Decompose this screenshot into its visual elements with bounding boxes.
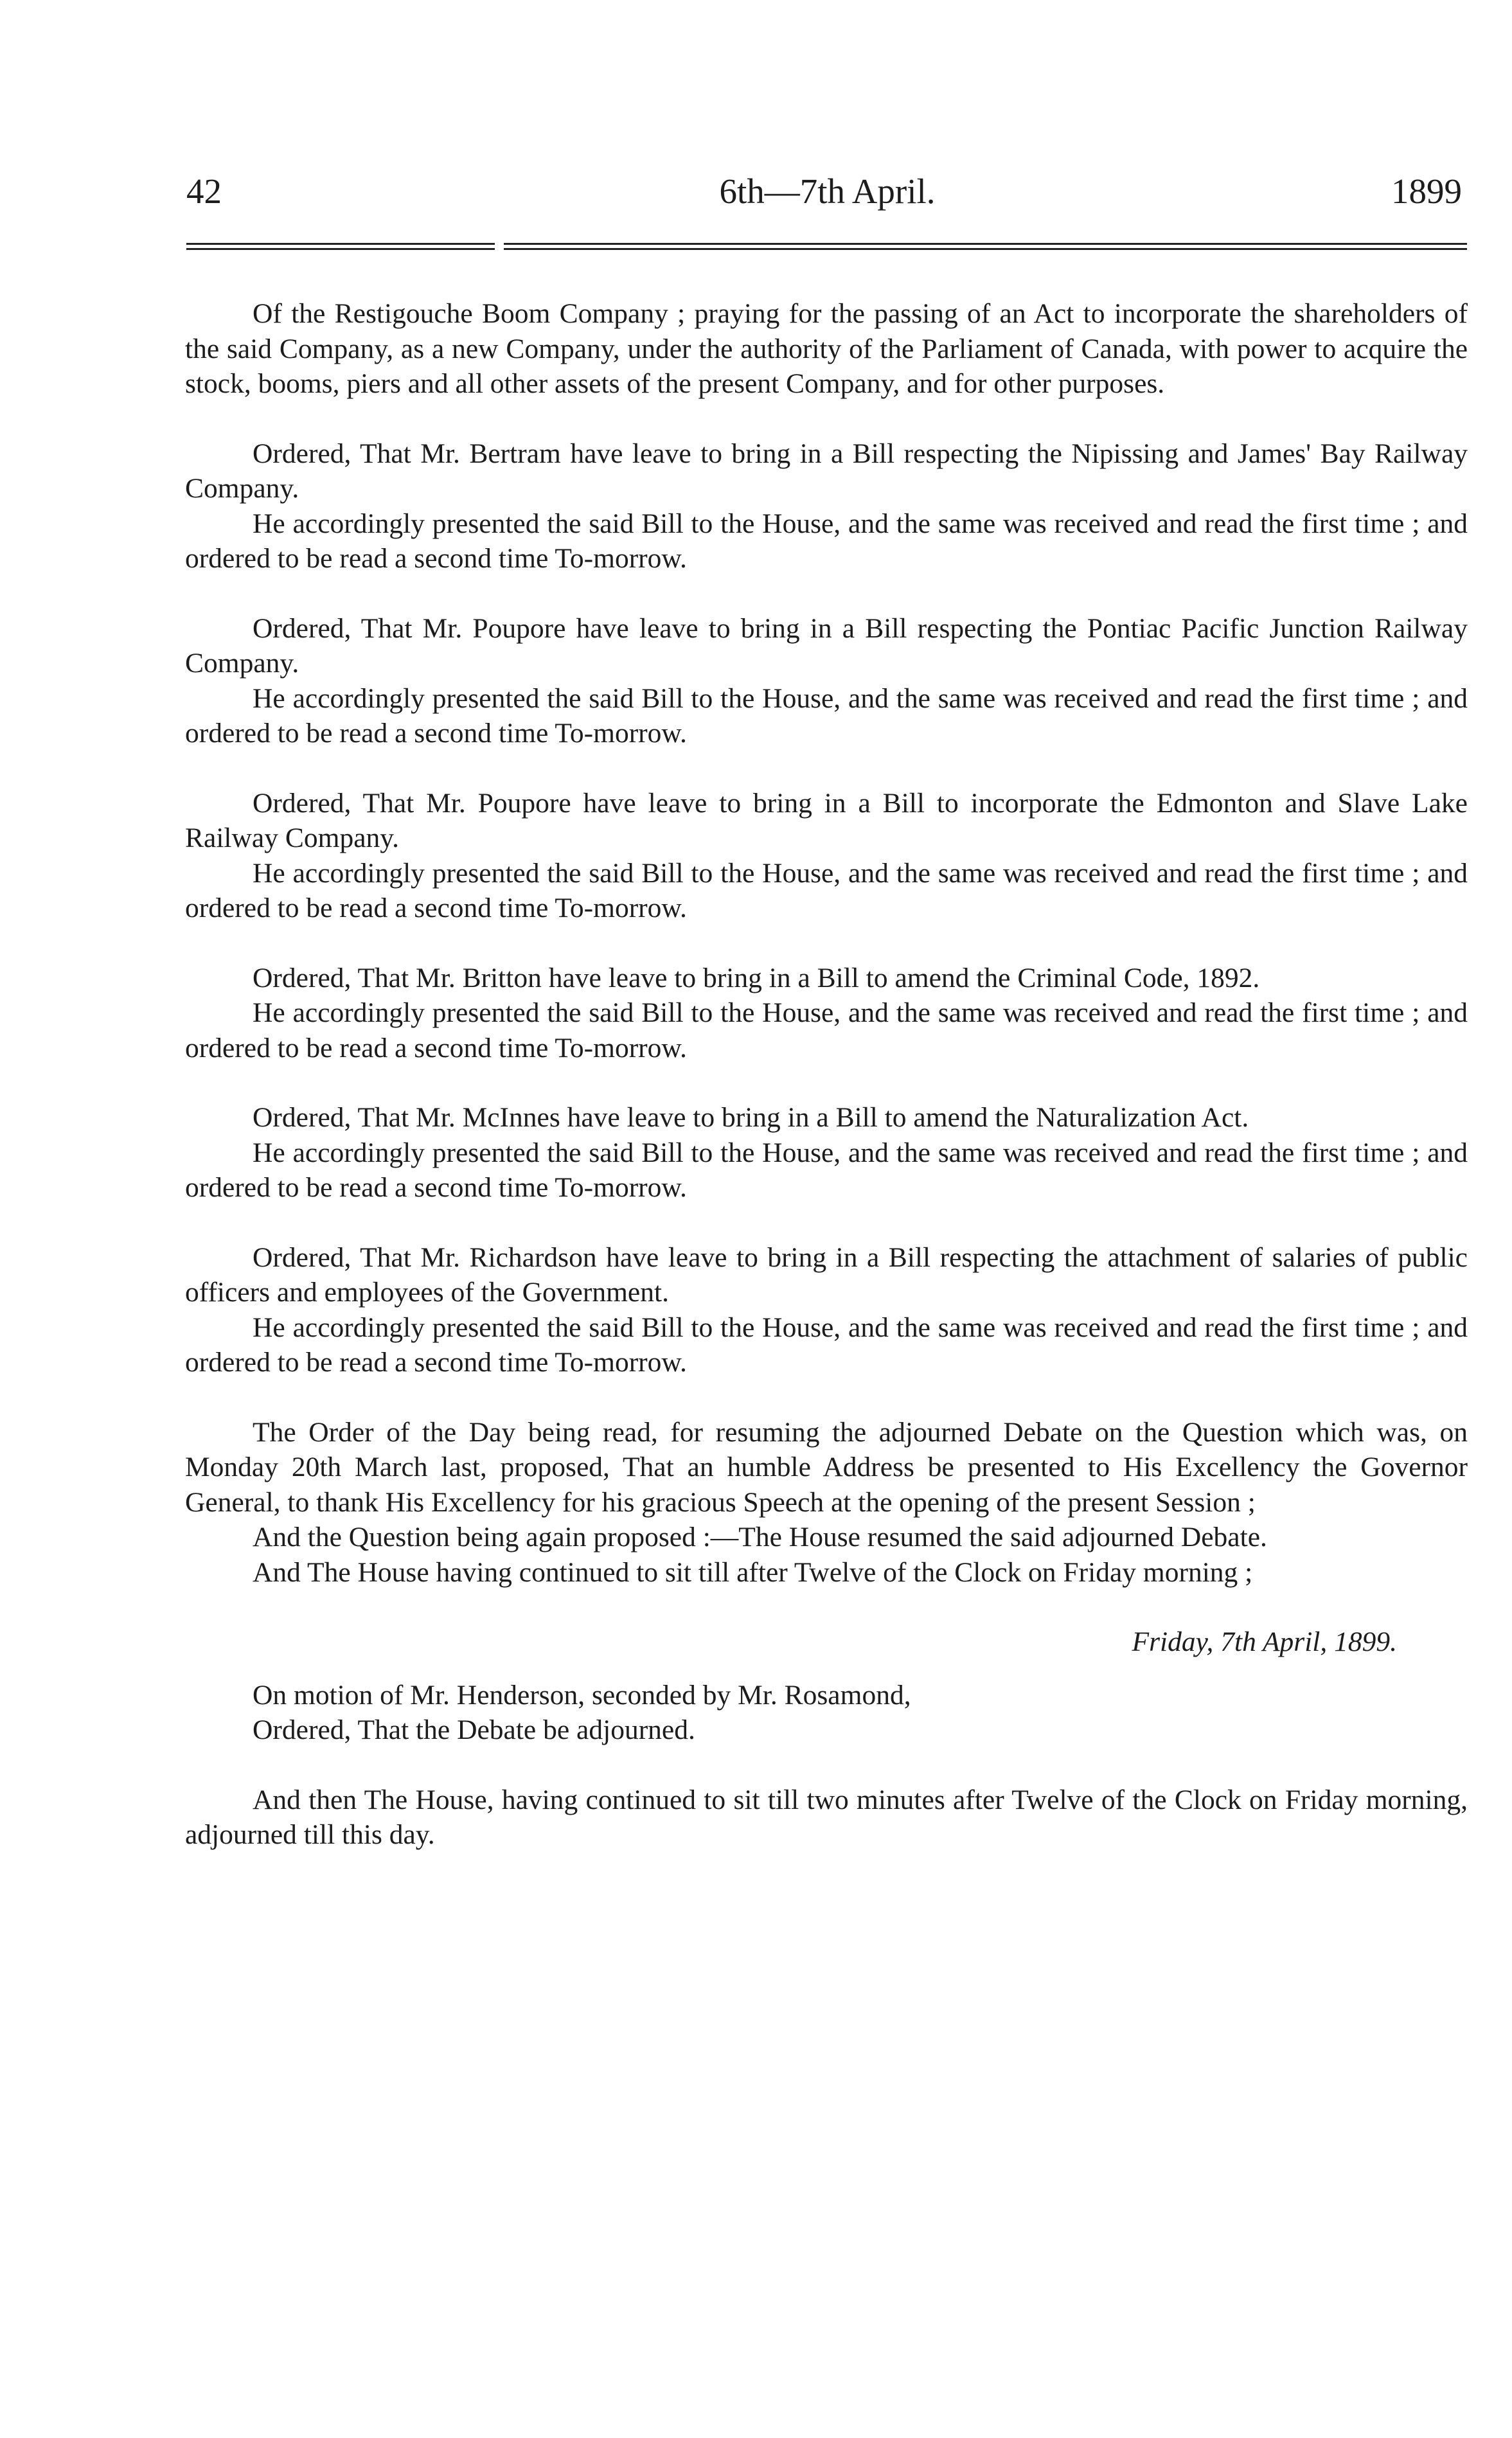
bill-presented-poupore-pontiac: He accordingly presented the said Bill to the House, and the same was received and read the first time ; and ordered to be read a second time To-morrow. [185, 682, 1468, 749]
bill-presented-britton: He accordingly presented the said Bill to the House, and the same was received and read the first time ; and ordered to be read a second time To-morrow. [185, 997, 1468, 1063]
bill-presented-richardson: He accordingly presented the said Bill to the House, and the same was received and read the first time ; and ordered to be read a second time To-morrow. [185, 1312, 1468, 1378]
bill-presented-mcinnes: He accordingly presented the said Bill to the House, and the same was received and read the first time ; and ordered to be read a second time To-morrow. [185, 1137, 1468, 1203]
debate-adjourned: Ordered, That the Debate be adjourned. [253, 1714, 695, 1745]
order-mcinnes-bill: Ordered, That Mr. McInnes have leave to bring in a Bill to amend the Naturalization Act. [253, 1102, 1249, 1133]
motion-henderson: On motion of Mr. Henderson, seconded by Mr. Rosamond, [253, 1679, 911, 1711]
bill-presented-poupore-edmonton: He accordingly presented the said Bill to the House, and the same was received and read the first time ; and ordered to be read a second time To-morrow. [185, 857, 1468, 923]
order-poupore-pontiac-bill: Ordered, That Mr. Poupore have leave to bring in a Bill respecting the Pontiac Pacific Junction Railway Company. [185, 612, 1468, 679]
page-number: 42 [186, 172, 222, 211]
house-continued-sitting: And The House having continued to sit till after Twelve of the Clock on Friday morning ; [253, 1556, 1253, 1588]
question-proposed: And the Question being again proposed :—The House resumed the said adjourned Debate. [253, 1522, 1267, 1553]
journal-body [185, 296, 1468, 1853]
header-double-rule [186, 243, 1467, 250]
order-of-the-day: The Order of the Day being read, for resuming the adjourned Debate on the Question which was, on Monday 20th March last, proposed, That an humble Address be presented to His Excellency the Governor General, to thank His Excellency for his gracious Speech at the opening of the present Session ; [185, 1416, 1468, 1518]
page-year: 1899 [1391, 172, 1462, 211]
order-poupore-edmonton-bill: Ordered, That Mr. Poupore have leave to bring in a Bill to incorporate the Edmonton and Slave Lake Railway Company. [185, 787, 1468, 853]
order-bertram-bill: Ordered, That Mr. Bertram have leave to bring in a Bill respecting the Nipissing and James' Bay Railway Company. [185, 438, 1468, 504]
order-richardson-bill: Ordered, That Mr. Richardson have leave to bring in a Bill respecting the attachment of salaries of public officers and employees of the Government. [185, 1241, 1468, 1308]
page-date-range: 6th—7th April. [719, 172, 936, 211]
dateline: Friday, 7th April, 1899. [1132, 1626, 1397, 1657]
bill-presented-bertram: He accordingly presented the said Bill to the House, and the same was received and read the first time ; and ordered to be read a second time To-morrow. [185, 508, 1468, 574]
page-header [186, 166, 1468, 217]
order-britton-bill: Ordered, That Mr. Britton have leave to bring in a Bill to amend the Criminal Code, 1892. [253, 962, 1260, 993]
rule-break [495, 241, 504, 251]
house-adjourned: And then The House, having continued to sit till two minutes after Twelve of the Clock on Friday morning, adjourned till this day. [185, 1784, 1468, 1850]
petition-restigouche-boom: Of the Restigouche Boom Company ; praying for the passing of an Act to incorporate the shareholders of the said Company, as a new Company, under the authority of the Parliament of Canada, with power to acquire the stock, booms, piers and all other assets of the present Company, and for other purposes. [185, 298, 1468, 399]
